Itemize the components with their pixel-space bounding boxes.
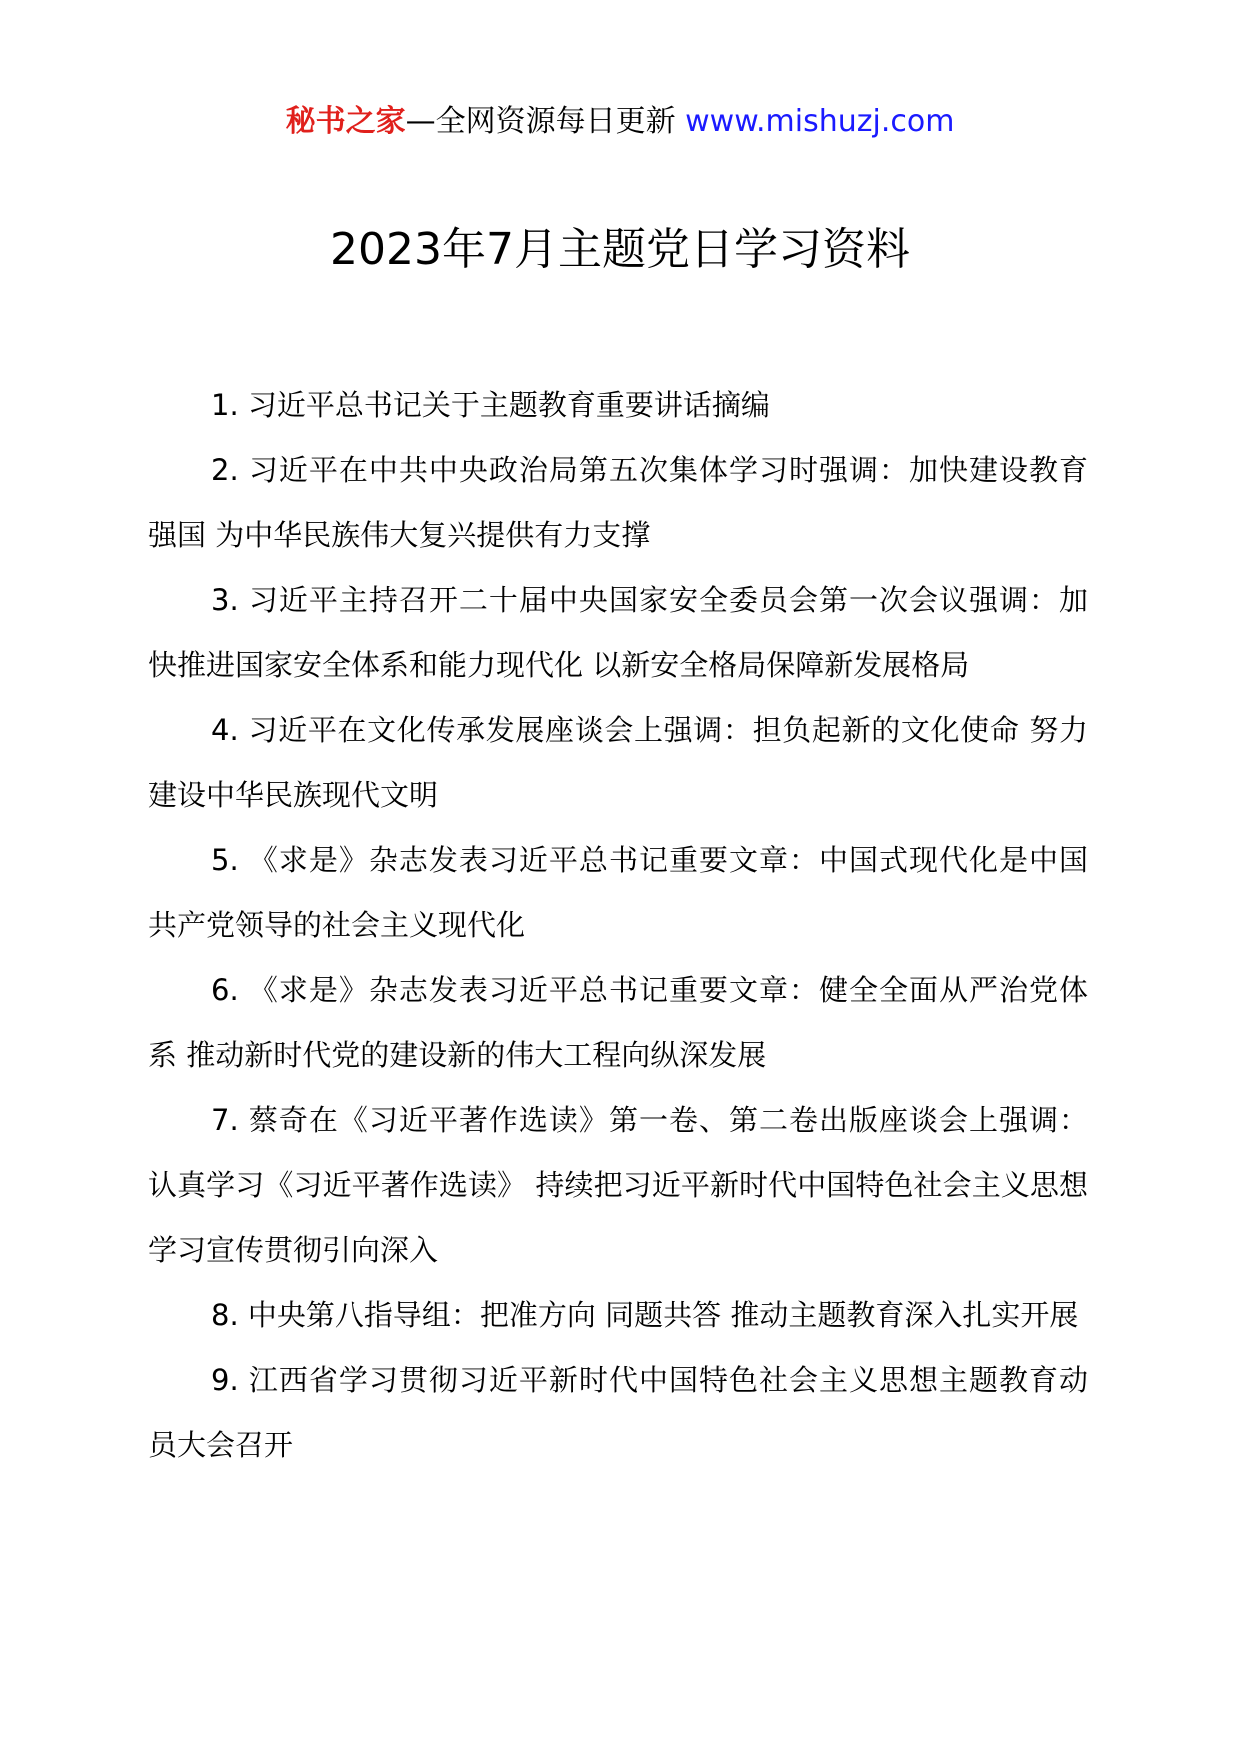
list-item: 7. 蔡奇在《习近平著作选读》第一卷、第二卷出版座谈会上强调：认真学习《习近平著作选读》 持续把习近平新时代中国特色社会主义思想学习宣传贯彻引向深入 [148,1103,1088,1267]
list-item: 8. 中央第八指导组：把准方向 同题共答 推动主题教育深入扎实开展 [211,1298,1079,1332]
list-item: 1. 习近平总书记关于主题教育重要讲话摘编 [211,388,770,422]
list-item: 3. 习近平主持召开二十届中央国家安全委员会第一次会议强调：加快推进国家安全体系和能力现代化 以新安全格局保障新发展格局 [148,583,1088,682]
site-url-link[interactable]: www.mishuzj.com [685,104,955,139]
material-list [148,373,1088,1478]
list-item: 4. 习近平在文化传承发展座谈会上强调：担负起新的文化使命 努力建设中华民族现代文明 [148,713,1088,812]
list-item: 6. 《求是》杂志发表习近平总书记重要文章：健全全面从严治党体系 推动新时代党的建设新的伟大工程向纵深发展 [148,973,1088,1072]
site-header [0,100,1240,144]
list-item: 2. 习近平在中共中央政治局第五次集体学习时强调：加快建设教育强国 为中华民族伟大复兴提供有力支撑 [148,453,1088,552]
list-item: 9. 江西省学习贯彻习近平新时代中国特色社会主义思想主题教育动员大会召开 [148,1363,1088,1462]
site-slogan: —全网资源每日更新 [405,104,686,139]
list-item: 5. 《求是》杂志发表习近平总书记重要文章：中国式现代化是中国共产党领导的社会主义现代化 [148,843,1088,942]
document-title: 2023年7月主题党日学习资料 [330,224,910,275]
site-brand: 秘书之家 [285,104,406,139]
